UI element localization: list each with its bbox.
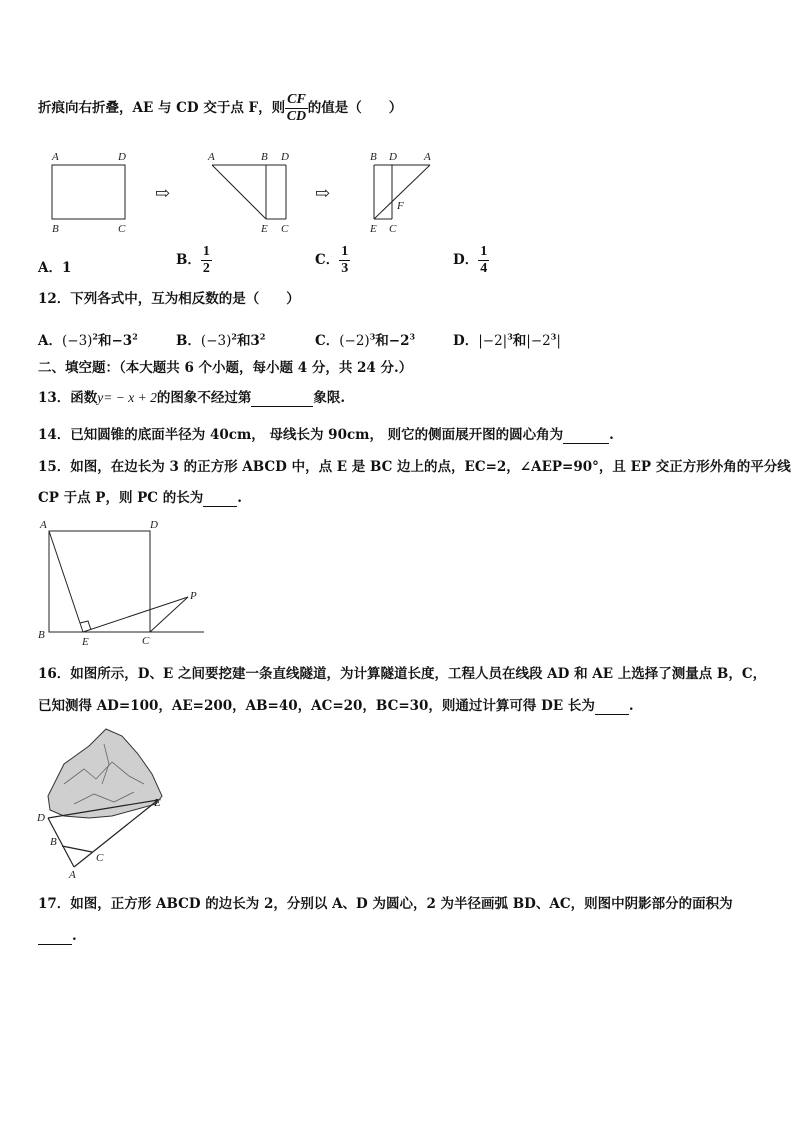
q16-line1: 16．如图所示，D、E 之间要挖建一条直线隧道，为计算隧道长度，工程人员在线段 AD 和 AE 上选择了测量点 B，C， <box>38 666 767 682</box>
q15-line1: 15．如图，在边长为 3 的正方形 ABCD 中，点 E 是 BC 边上的点，EC=2，∠AEP=90°，且 EP 交正方形外角的平分线 <box>38 459 791 475</box>
q13-after1: 的图象不经过第 <box>156 390 252 406</box>
fig15-EP <box>83 597 188 632</box>
q12-option-a-exp2: 2 <box>132 331 138 342</box>
q12-option-d-label: D． <box>453 333 479 349</box>
fig15-square <box>49 531 150 632</box>
fig15-CP <box>150 597 188 632</box>
q13-after2: 象限. <box>313 390 346 406</box>
q12-option-d-exp2: 3 <box>550 331 557 342</box>
fig11-p2-B: B <box>261 151 268 163</box>
q16-end: . <box>628 698 634 714</box>
fig15-B: B <box>38 629 45 641</box>
q11-option-d-num: 1 <box>480 244 488 259</box>
q11-option-d-frac <box>478 244 489 277</box>
q14-answer-blank[interactable] <box>563 443 609 444</box>
q12-option-b-label: B． <box>176 333 201 349</box>
q12-option-b-exp: 2 <box>231 331 237 342</box>
q12-option-a-label: A． <box>38 333 62 349</box>
fig11-p1-D: D <box>118 151 126 163</box>
q12-option-d-left: |−2| <box>478 333 508 349</box>
q12-option-c-label: C． <box>315 333 340 349</box>
fig11-arrow-1: ⇨ <box>155 183 171 203</box>
fig11-p2-E: E <box>261 223 268 235</box>
q12-option-b-base: (−3) <box>200 333 232 349</box>
q14-end: . <box>609 427 614 443</box>
q13-answer-blank[interactable] <box>251 406 313 407</box>
q11-option-d-label: D． <box>453 252 479 268</box>
q12-option-d-exp: 3 <box>507 331 513 342</box>
fig11-p2-D: D <box>281 151 289 163</box>
q14-text: 14．已知圆锥的底面半径为 40cm， 母线长为 90cm， 则它的侧面展开图的圆心角为 <box>38 427 564 443</box>
q11-folding-figure <box>40 145 450 240</box>
fig16-mountain <box>48 729 162 818</box>
fig11-p1-C: C <box>118 223 126 235</box>
q12-option-c[interactable] <box>315 329 415 349</box>
fig11-p3-D: D <box>389 151 397 163</box>
q11-fraction <box>285 92 308 125</box>
q12-option-b[interactable] <box>176 329 265 349</box>
q13-before: 13．函数 <box>38 390 98 406</box>
q11-option-d-den: 4 <box>480 261 488 276</box>
q12-option-d-mid: 和 <box>512 333 527 349</box>
fig16-C: C <box>96 852 104 864</box>
q13 <box>38 389 345 407</box>
q12-option-b-mid: 和3 <box>236 333 260 349</box>
section2-heading: 二、填空题：（本大题共 6 个小题，每小题 4 分，共 24 分.） <box>38 360 413 376</box>
q11-option-c-frac <box>339 244 350 277</box>
q11-frac-den: CD <box>286 109 307 124</box>
fig15-A: A <box>40 519 47 531</box>
q12-option-b-exp2: 2 <box>259 331 266 342</box>
q11-option-c[interactable] <box>315 244 350 277</box>
q17-end: . <box>72 928 77 944</box>
q17-line1: 17．如图，正方形 ABCD 的边长为 2，分别以 A、D 为圆心，2 为半径画弧 BD、AC，则图中阴影部分的面积为 <box>38 896 733 912</box>
fig16-E: E <box>154 797 161 809</box>
fig16-A: A <box>69 869 76 881</box>
q12-option-a[interactable] <box>38 329 138 349</box>
q12-option-d[interactable] <box>453 329 561 349</box>
q11-text-after: 的值是（ ） <box>307 100 403 116</box>
fig11-rect1 <box>52 165 125 219</box>
fig11-arrow-2: ⇨ <box>315 183 331 203</box>
q11-frac-num: CF <box>287 92 306 107</box>
fig15-D: D <box>150 519 158 531</box>
q15-line2 <box>38 489 242 507</box>
q11-option-b[interactable] <box>176 244 212 277</box>
fig15-P: P <box>190 590 197 602</box>
q12-option-a-exp: 2 <box>92 331 98 342</box>
q15-answer-blank[interactable] <box>203 506 237 507</box>
fig11-p3-E: E <box>370 223 377 235</box>
fig11-p3-A: A <box>424 151 431 163</box>
q12-stem: 12．下列各式中，互为相反数的是（ ） <box>38 291 300 307</box>
q12-option-c-mid: 和−2 <box>375 333 410 349</box>
fig15-C: C <box>142 635 150 647</box>
q16-answer-blank[interactable] <box>595 714 629 715</box>
fig11-p1-B: B <box>52 223 59 235</box>
q15-end: . <box>237 490 242 506</box>
q11-option-d[interactable] <box>453 244 489 277</box>
fig15-E: E <box>82 636 89 647</box>
q15-line2-text: CP 于点 P，则 PC 的长为 <box>38 490 204 506</box>
q11-stem <box>38 92 402 125</box>
fig11-p1-A: A <box>52 151 59 163</box>
fig11-p2-diag <box>212 165 266 219</box>
q16-mountain-figure <box>34 724 174 882</box>
q11-option-c-label: C． <box>315 252 340 268</box>
q16-line2 <box>38 697 634 715</box>
q12-option-a-mid: 和−3 <box>98 333 133 349</box>
fig11-p2-A: A <box>208 151 215 163</box>
q11-option-b-num: 1 <box>202 244 210 259</box>
q11-option-b-den: 2 <box>202 261 210 276</box>
q17-answer-blank[interactable] <box>38 944 72 945</box>
q11-option-c-num: 1 <box>341 244 349 259</box>
q11-option-a-label: A．1 <box>38 260 72 276</box>
fig16-BC <box>62 846 92 852</box>
q13-function: y= − x + 2 <box>97 390 157 405</box>
q16-line2-text: 已知测得 AD=100，AE=200，AB=40，AC=20，BC=30，则通过计算可得 DE 长为 <box>38 698 595 714</box>
q17-line2 <box>38 927 77 945</box>
fig16-B: B <box>50 836 57 848</box>
fig11-p2-C: C <box>281 223 289 235</box>
fig15-AE <box>49 531 83 632</box>
q12-option-d-right: |−2 <box>526 333 551 349</box>
q12-option-c-exp2: 3 <box>409 331 416 342</box>
q12-option-c-exp: 3 <box>369 331 376 342</box>
fig11-p3-F: F <box>397 200 404 212</box>
fig16-D: D <box>37 812 45 824</box>
q15-square-figure <box>36 517 212 647</box>
q11-text-before: 折痕向右折叠，AE 与 CD 交于点 F，则 <box>38 100 286 116</box>
q11-option-a[interactable] <box>38 256 71 276</box>
q11-option-c-den: 3 <box>341 261 349 276</box>
fig11-p3-B: B <box>370 151 377 163</box>
q14 <box>38 426 614 444</box>
q12-option-d-right-close: | <box>556 333 561 349</box>
q12-option-a-base: (−3) <box>61 333 93 349</box>
q11-option-b-frac <box>201 244 212 277</box>
fig11-p3-C: C <box>389 223 397 235</box>
q12-option-c-base: (−2) <box>339 333 370 349</box>
q11-option-b-label: B． <box>176 252 201 268</box>
